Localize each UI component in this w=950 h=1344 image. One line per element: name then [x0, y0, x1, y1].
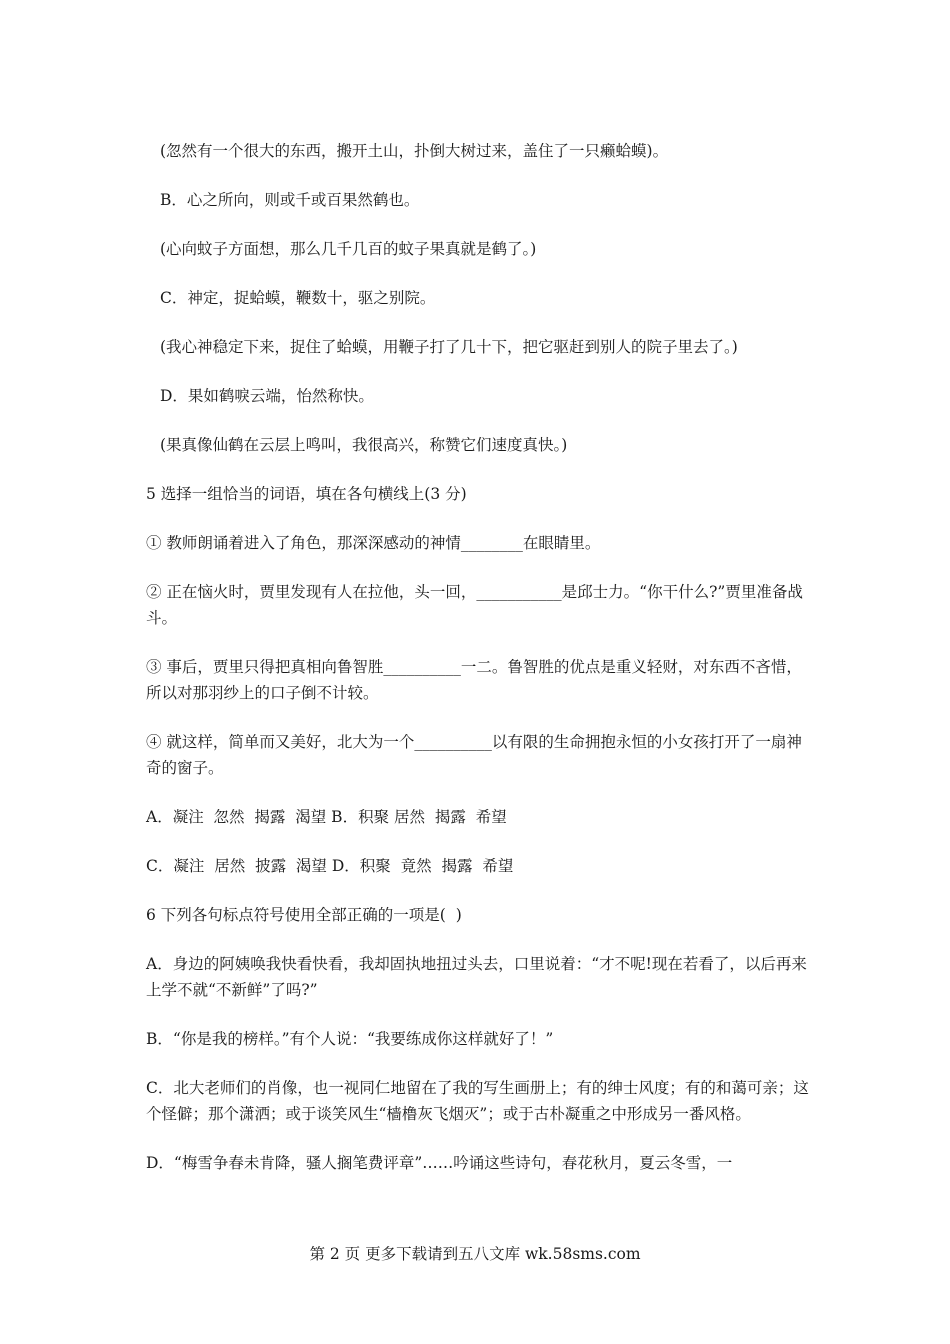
sentence-2: ② 正在恼火时，贾里发现有人在拉他，头一回，___________是邱士力。“你干什么?”贾里准备战斗。: [146, 583, 803, 627]
sentence-4: ④ 就这样，简单而又美好，北大为一个__________以有限的生命拥抱永恒的小女孩打开了一扇神奇的窗子。: [146, 733, 802, 777]
option-b: B．“你是我的榜样。”有个人说：“我要练成你这样就好了！”: [146, 1030, 554, 1048]
option-b: B．心之所向，则或千或百果然鹤也。: [160, 191, 420, 209]
option-c: C．北大老师们的肖像，也一视同仁地留在了我的写生画册上；有的绅士风度；有的和蔼可亲；这个怪僻；那个潇洒；或于谈笑风生“樯橹灰飞烟灭”；或于古朴凝重之中形成另一番风格。: [146, 1079, 809, 1123]
option-c: C．神定，捉蛤蟆，鞭数十，驱之别院。: [160, 289, 436, 307]
document-body: [146, 138, 810, 1199]
option-d: D．“梅雪争春未肯降，骚人搁笔费评章”……吟诵这些诗句，春花秋月，夏云冬雪，一: [146, 1154, 733, 1172]
choices-a-b: A．凝注 忽然 揭露 渴望 B．积聚 居然 揭露 希望: [146, 808, 507, 826]
question-6: 6 下列各句标点符号使用全部正确的一项是( ): [146, 906, 462, 924]
paragraph: (果真像仙鹤在云层上鸣叫，我很高兴，称赞它们速度真快。): [160, 436, 568, 454]
question-5: 5 选择一组恰当的词语，填在各句横线上(3 分): [146, 485, 467, 503]
page-footer: 第 2 页 更多下载请到五八文库 wk.58sms.com: [309, 1245, 641, 1263]
sentence-1: ① 教师朗诵着进入了角色，那深深感动的神情________在眼睛里。: [146, 534, 601, 552]
paragraph: (我心神稳定下来，捉住了蛤蟆，用鞭子打了几十下，把它驱赶到别人的院子里去了。): [160, 338, 738, 356]
paragraph: (忽然有一个很大的东西，搬开土山，扑倒大树过来，盖住了一只癞蛤蟆)。: [160, 142, 669, 160]
option-d: D．果如鹤唳云端，怡然称快。: [160, 387, 374, 405]
paragraph: (心向蚊子方面想，那么几千几百的蚊子果真就是鹤了。): [160, 240, 537, 258]
sentence-3: ③ 事后，贾里只得把真相向鲁智胜__________一二。鲁智胜的优点是重义轻财，对东西不吝惜，所以对那羽纱上的口子倒不计较。: [146, 658, 802, 702]
option-a: A．身边的阿姨唤我快看快看，我却固执地扭过头去，口里说着：“才不呢!现在若看了，以后再来上学不就“不新鲜”了吗?”: [146, 955, 807, 999]
choices-c-d: C．凝注 居然 披露 渴望 D．积聚 竟然 揭露 希望: [146, 857, 514, 875]
